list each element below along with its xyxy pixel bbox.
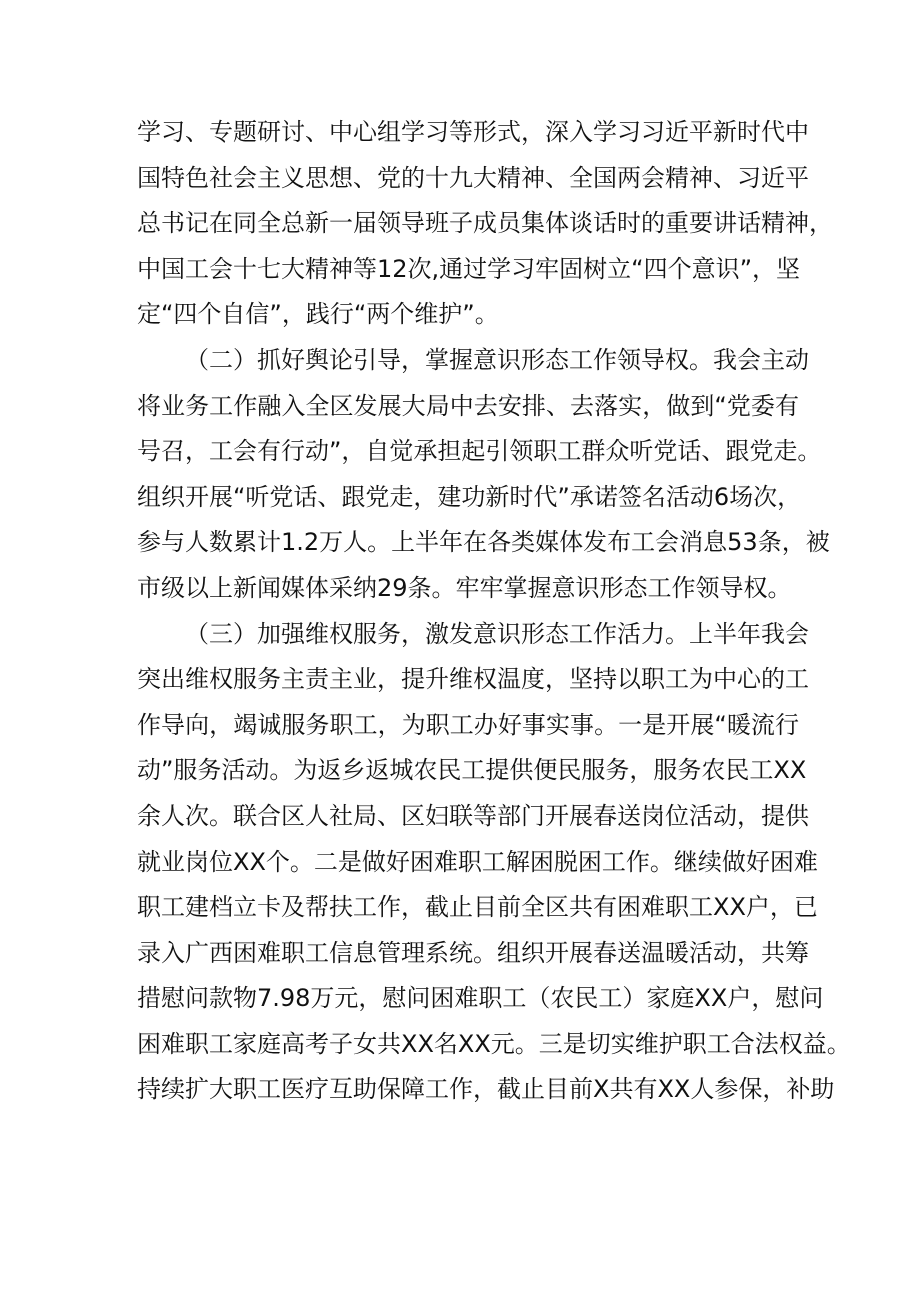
text-line: 定“四个自信”，践行“两个维护”。 <box>137 300 499 329</box>
text-line: 措慰问款物7.98万元，慰问困难职工（农民工）家庭XX户，慰问 <box>137 984 824 1013</box>
text-line: 突出维权服务主责主业，提升维权温度，坚持以职工为中心的工 <box>137 665 809 694</box>
text-line: 动”服务活动。为返乡返城农民工提供便民服务，服务农民工XX <box>137 756 807 785</box>
text-line: 市级以上新闻媒体采纳29条。牢牢掌握意识形态工作领导权。 <box>137 573 792 602</box>
text-line: 将业务工作融入全区发展大局中去安排、去落实，做到“党委有 <box>137 391 799 420</box>
text-line: 就业岗位XX个。二是做好困难职工解困脱困工作。继续做好困难 <box>137 847 818 876</box>
text-line: 困难职工家庭高考子女共XX名XX元。三是切实维护职工合法权益。 <box>137 1029 851 1058</box>
text-line: 录入广西困难职工信息管理系统。组织开展春送温暖活动，共筹 <box>137 938 809 967</box>
text-line: （二）抓好舆论引导，掌握意识形态工作领导权。我会主动 <box>185 345 809 374</box>
text-line: 号召，工会有行动”，自觉承担起引领职工群众听党话、跟党走。 <box>137 437 822 466</box>
text-line: （三）加强维权服务，激发意识形态工作活力。上半年我会 <box>185 619 809 648</box>
text-line: 组织开展“听党话、跟党走，建功新时代”承诺签名活动6场次， <box>137 482 802 511</box>
text-line: 中国工会十七大精神等12次,通过学习牢固树立“四个意识”，坚 <box>137 254 801 283</box>
text-line: 持续扩大职工医疗互助保障工作，截止目前X共有XX人参保，补助 <box>137 1075 835 1104</box>
document-body <box>137 112 851 1115</box>
text-line: 职工建档立卡及帮扶工作，截止目前全区共有困难职工XX户，已 <box>137 893 818 922</box>
text-line: 总书记在同全总新一届领导班子成员集体谈话时的重要讲话精神， <box>137 209 833 238</box>
text-line: 作导向，竭诚服务职工，为职工办好事实事。一是开展“暖流行 <box>137 710 799 739</box>
text-line: 国特色社会主义思想、党的十九大精神、全国两会精神、习近平 <box>137 163 809 192</box>
text-line: 参与人数累计1.2万人。上半年在各类媒体发布工会消息53条，被 <box>137 528 830 557</box>
text-line: 学习、专题研讨、中心组学习等形式，深入学习习近平新时代中 <box>137 118 809 146</box>
text-line: 余人次。联合区人社局、区妇联等部门开展春送岗位活动，提供 <box>137 801 809 830</box>
